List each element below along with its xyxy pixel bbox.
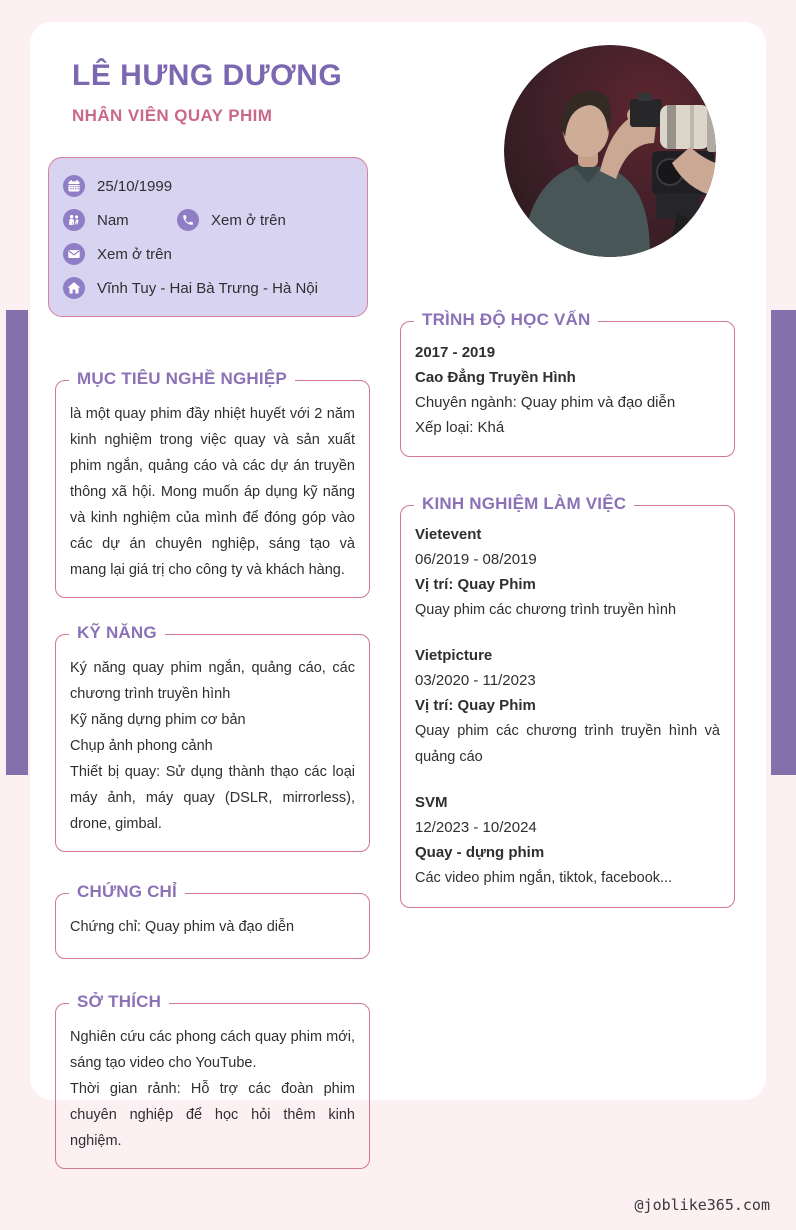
person-name: LÊ HƯNG DƯƠNG [72,59,343,92]
left-accent-bar [6,310,28,775]
experience-company: SVM [415,794,448,811]
birth-date-row [61,169,355,203]
phone-cell [177,209,286,231]
experience-period: 03/2020 - 11/2023 [415,672,536,689]
section-objective [55,369,370,598]
experience-description: Quay phim các chương trình truyền hình và quảng cáo [415,723,720,765]
section-skills-title: KỸ NĂNG [69,623,165,643]
section-education [400,310,735,457]
experience-position: Vị trí: Quay Phim [415,697,536,714]
address-value: Vĩnh Tuy - Hai Bà Trưng - Hà Nội [97,279,318,297]
section-certificates-title: CHỨNG CHỈ [69,882,185,902]
education-entry [415,340,720,440]
calendar-icon [63,175,85,197]
home-icon [63,277,85,299]
education-major: Chuyên ngành: Quay phim và đạo diễn [415,394,676,411]
experience-entry [415,643,720,770]
profile-photo [504,45,716,257]
profile-photo-illustration [504,45,716,257]
experience-entry [415,522,720,623]
site-watermark: @joblike365.com [634,1196,770,1214]
section-education-title: TRÌNH ĐỘ HỌC VẤN [414,310,598,330]
experience-description: Quay phim các chương trình truyền hình [415,602,677,618]
cv-card [30,22,766,1149]
experience-period: 06/2019 - 08/2019 [415,551,537,568]
email-row [61,237,355,271]
left-column [48,22,388,1169]
skill-item: Kỹ năng dựng phim cơ bản [70,712,246,728]
right-accent-bar [771,310,796,775]
section-experience [400,494,735,908]
experience-description: Các video phim ngắn, tiktok, facebook... [415,870,673,886]
experience-position: Quay - dựng phim [415,844,545,861]
birth-date-value: 25/10/1999 [97,177,173,195]
gender-cell [63,209,165,231]
right-column [400,22,735,1169]
education-period: 2017 - 2019 [415,344,496,361]
skill-item: Chụp ảnh phong cảnh [70,738,213,754]
section-experience-title: KINH NGHIỆM LÀM VIỆC [414,494,634,514]
experience-position: Vị trí: Quay Phim [415,576,536,593]
gender-phone-row [61,203,355,237]
experience-company: Vietevent [415,526,482,543]
education-grade: Xếp loại: Khá [415,419,505,436]
phone-icon [177,209,199,231]
section-hobbies-title: SỞ THÍCH [69,992,169,1012]
section-objective-title: MỤC TIÊU NGHỀ NGHIỆP [69,369,295,389]
experience-entry [415,790,720,891]
section-certificates [55,882,370,959]
hobby-item: Nghiên cứu các phong cách quay phim mới, sáng tạo video cho YouTube. [70,1029,355,1071]
certificate-text: Chứng chỉ: Quay phim và đạo diễn [70,919,295,935]
section-hobbies [55,992,370,1169]
email-value: Xem ở trên [97,245,172,263]
skill-item: Thiết bị quay: Sử dụng thành thạo các loại máy ảnh, máy quay (DSLR, mirrorless), drone, gimbal. [70,764,355,832]
personal-info-box [48,157,368,317]
section-skills [55,623,370,852]
education-school: Cao Đẳng Truyền Hình [415,369,576,386]
gender-icon [63,209,85,231]
experience-period: 12/2023 - 10/2024 [415,819,537,836]
skill-item: Ký năng quay phim ngắn, quảng cáo, các chương trình truyền hình [70,660,355,702]
hobby-item: Thời gian rảnh: Hỗ trợ các đoàn phim chuyên nghiệp để học hỏi thêm kinh nghiệm. [70,1081,355,1149]
job-title: NHÂN VIÊN QUAY PHIM [72,106,273,125]
phone-value: Xem ở trên [211,211,286,229]
experience-company: Vietpicture [415,647,493,664]
address-row [61,271,355,305]
gender-value: Nam [97,211,129,229]
objective-text: là một quay phim đầy nhiệt huyết với 2 năm kinh nghiệm trong việc quay và sản xuất phim ngắn, quảng cáo và các dự án truyền thông xã hội. Mong muốn áp dụng kỹ năng và kinh nghiệm của mình để đóng góp vào các dự án chuyên nghiệp, sáng tạo và mang lại giá trị cho công ty và khách hàng. [70,406,355,578]
envelope-icon [63,243,85,265]
